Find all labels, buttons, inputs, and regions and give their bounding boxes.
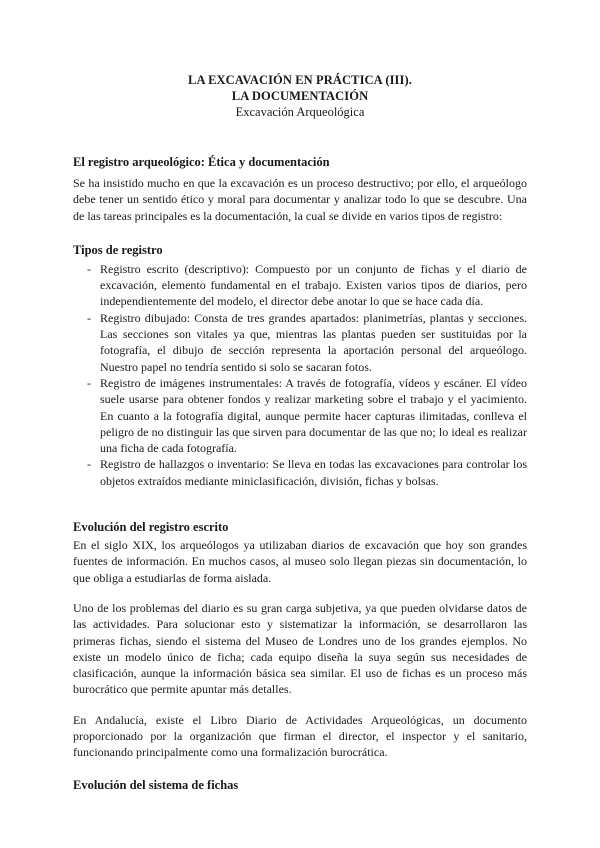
paragraph: En Andalucía, existe el Libro Diario de Actividades Arqueológicas, un documento proporcionado por la organización que firman el director, el inspector y el sanitario, funcionando principalmente como una formalización burocrática. [73,712,527,760]
document-subtitle: Excavación Arqueológica [235,105,365,119]
list-item: - Registro de imágenes instrumentales: A través de fotografía, vídeos y escáner. El vídeo suele usarse para obtener fondos y realizar marketing sobre el trabajo y el yacimiento. En cuanto a la fotografía digital, aunque permite hacer capturas ilimitadas, conlleva el peligro de no distinguir las que sirven para documentar de las que no; lo ideal es realizar una ficha de cada fotografía. [73,375,527,456]
paragraph-intro: Se ha insistido mucho en que la excavación es un proceso destructivo; por ello, el arqueólogo debe tener un sentido ético y moral para documentar y analizar todo lo que se descubre. Una de las tareas principales es la documentación, la cual se divide en varios tipos de registro: [73,176,527,223]
section-heading-tipos-de-registro: Tipos de registro [73,242,163,257]
document-title-line-2: LA DOCUMENTACIÓN [231,89,369,103]
title-block [73,72,527,120]
list-item: - Registro escrito (descriptivo): Compuesto por un conjunto de fichas y el diario de excavación, elemento fundamental en el trabajo. Existen varios tipos de diarios, pero independientemente del modelo, el director debe anotar lo que se hace cada día. [73,261,527,310]
section-heading-evolucion-registro-escrito: Evolución del registro escrito [73,520,229,535]
list-item: - Registro de hallazgos o inventario: Se lleva en todas las excavaciones para controlar los objetos extraídos mediante miniclasificación, división, fichas y bolsas. [73,456,527,489]
registro-types-list [73,261,527,489]
section-heading-evolucion-sistema-fichas: Evolución del sistema de fichas [73,777,239,792]
list-item: - Registro dibujado: Consta de tres grandes apartados: planimetrías, plantas y secciones. Las secciones son vitales ya que, mientras las plantas pueden ser sustituidas por la fotografía, el dibujo de sección representa la aportación personal del arqueólogo. Nuestro papel no tendría sentido si solo se sacaran fotos. [73,310,527,375]
paragraph: En el siglo XIX, los arqueólogos ya utilizaban diarios de excavación que hoy son grandes fuentes de información. En muchos casos, al museo solo llegan piezas sin documentación, lo que obliga a estudiarlas de forma aislada. [73,538,527,585]
section-heading-registro-arqueologico: El registro arqueológico: Ética y documentación [73,155,330,169]
document-title-line-1: LA EXCAVACIÓN EN PRÁCTICA (III). [188,73,412,87]
paragraph: Uno de los problemas del diario es su gran carga subjetiva, ya que pueden olvidarse datos de las actividades. Para solucionar esto y sistematizar la información, se desarrollaron las primeras fichas, siendo el sistema del Museo de Londres uno de los grandes ejemplos. No existe un modelo único de ficha; cada equipo diseña la suya según sus necesidades de clasificación, aunque la información básica sea similar. El uso de fichas es un proceso más burocrático que permite apuntar más detalles. [73,600,527,697]
